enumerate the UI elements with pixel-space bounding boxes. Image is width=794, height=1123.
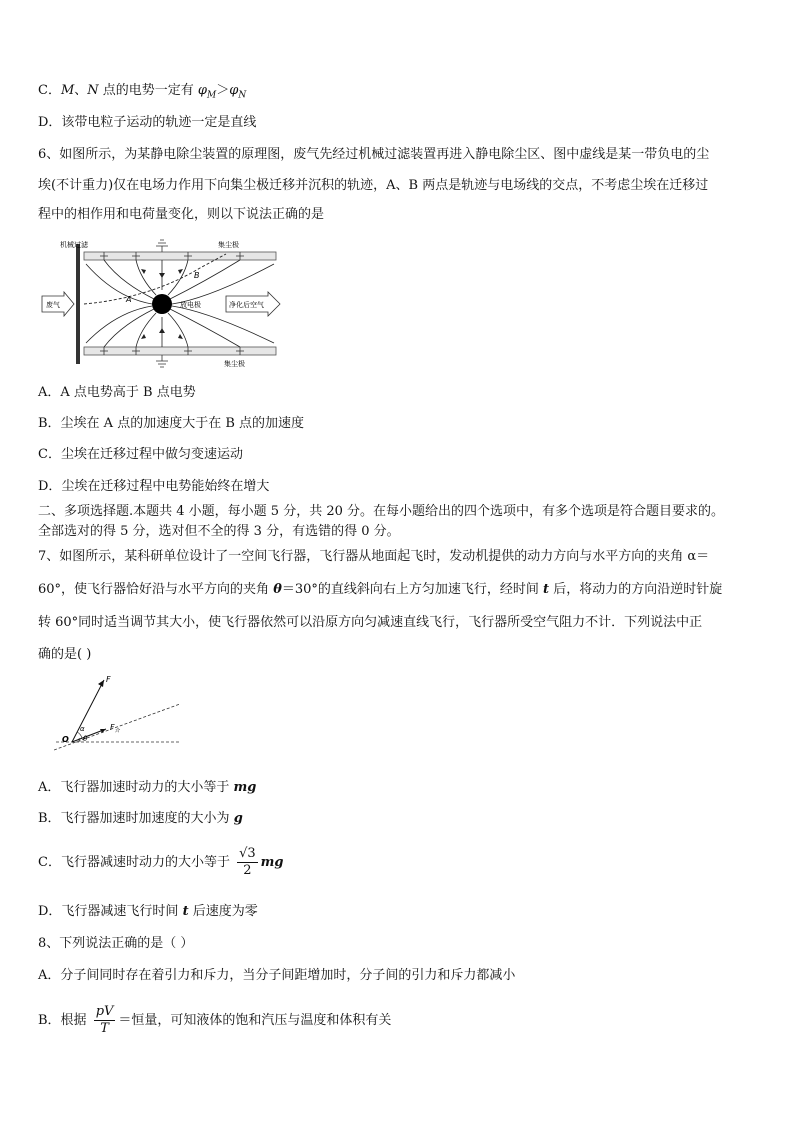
force-f-arrow <box>72 680 104 742</box>
q7-stem-line-4: 确的是( ) <box>38 647 92 662</box>
q6-stem-line-3: 程中的相作用和电荷量变化，则以下说法正确的是 <box>38 207 325 222</box>
collector-bottom <box>84 347 276 355</box>
force-diagram <box>54 670 184 760</box>
q7-stem-line-2: 60°，使飞行器恰好沿与水平方向的夹角 θ＝30°的直线斜向右上方匀加速飞行，经时间 t 后，将动力的方向沿逆时针旋 <box>38 582 723 597</box>
expr-mg: mg <box>233 780 257 795</box>
q7-stem-line-1: 7、如图所示，某科研单位设计了一空间飞行器，飞行器从地面起飞时，发动机提供的动力方向与水平方向的夹角 α＝ <box>38 549 710 564</box>
theta-label: θ <box>83 735 88 743</box>
q6-option-a: A．A 点电势高于 B 点电势 <box>38 385 196 400</box>
force-f-label: F <box>106 675 111 684</box>
force-net-label: $F_合$ <box>110 723 120 734</box>
q7-option-a: A．飞行器加速时动力的大小等于 mg <box>38 780 257 795</box>
outlet-label: 净化后空气 <box>229 301 264 309</box>
phi-n: $\varphi_N$ <box>229 83 247 101</box>
q5-option-d: D．该带电粒子运动的轨迹一定是直线 <box>38 115 257 130</box>
q7-stem-line-3: 转 60°同时适当调节其大小，使飞行器依然可以沿原方向匀减速直线飞行，飞行器所受空气阻力不计．下列说法中正 <box>38 615 703 630</box>
point-m: M <box>60 83 75 98</box>
q7-option-b: B．飞行器加速时加速度的大小为 g <box>38 811 243 826</box>
collector-top-label: 集尘极 <box>218 241 239 249</box>
discharge-electrode <box>152 294 172 314</box>
section2-line-2: 全部选对的得 5 分，选对但不全的得 3 分，有选错的得 0 分。 <box>38 524 400 539</box>
q8-option-a: A．分子间同时存在着引力和斥力，当分子间距增加时，分子间的引力和斥力都减小 <box>38 968 516 983</box>
filter-wall <box>76 244 80 364</box>
q7-option-d: D．飞行器减速飞行时间 t 后速度为零 <box>38 904 258 919</box>
theta-symbol: θ <box>273 582 282 597</box>
plus-marks <box>100 252 244 355</box>
fraction-sqrt3-over-2: $\frac{√3}{2}$ <box>239 846 256 878</box>
filter-label: 机械过滤 <box>60 241 88 249</box>
point-a-label: A <box>126 295 132 304</box>
expr-mg: mg <box>260 855 284 870</box>
q6-option-b: B．尘埃在 A 点的加速度大于在 B 点的加速度 <box>38 416 305 431</box>
q6-stem-line-1: 6、如图所示，为某静电除尘装置的原理图，废气先经过机械过滤装置再进入静电除尘区、图中虚线是某一带负电的尘 <box>38 147 710 162</box>
q8-option-b: B．根据 $\frac{pV}{T}$ ＝恒量，可知液体的饱和汽压与温度和体积有关 <box>38 1004 392 1036</box>
precipitator-figure <box>40 238 288 370</box>
section2-line-1: 二、多项选择题.本题共 4 小题，每小题 5 分，共 20 分。在每小题给出的四个选项中，有多个选项是符合题目要求的。 <box>38 504 725 519</box>
alpha-label: α <box>80 725 85 733</box>
q6-option-c: C．尘埃在迁移过程中做匀变速运动 <box>38 447 243 462</box>
inlet-label: 废气 <box>46 301 60 309</box>
phi-m: $\varphi_M$ <box>197 83 217 101</box>
time-symbol: t <box>182 904 189 919</box>
q6-option-d: D．尘埃在迁移过程中电势能始终在增大 <box>38 479 270 494</box>
origin-label: O <box>62 735 69 744</box>
point-b-label: B <box>194 271 200 280</box>
q8-stem: 8、下列说法正确的是（ ） <box>38 936 194 951</box>
q7-option-c: C．飞行器减速时动力的大小等于 $\frac{√3}{2}$ mg <box>38 846 284 878</box>
time-symbol: t <box>543 582 550 597</box>
discharge-label: 放电极 <box>180 301 201 309</box>
q6-stem-line-2: 埃(不计重力)仅在电场力作用下向集尘极迁移并沉积的轨迹，A、B 两点是轨迹与电场线的交点，不考虑尘埃在迁移过 <box>38 178 709 193</box>
expr-g: g <box>233 811 243 826</box>
q5-option-c: C．M、N 点的电势一定有 $\varphi_M>\varphi_N$ <box>38 83 247 101</box>
trajectory-line <box>54 704 180 750</box>
force-net-arrow <box>72 729 106 742</box>
point-n: N <box>87 83 99 98</box>
collector-top <box>84 252 276 260</box>
fraction-pv-over-t: $\frac{pV}{T}$ <box>95 1004 114 1036</box>
collector-bottom-label: 集尘极 <box>224 360 245 368</box>
